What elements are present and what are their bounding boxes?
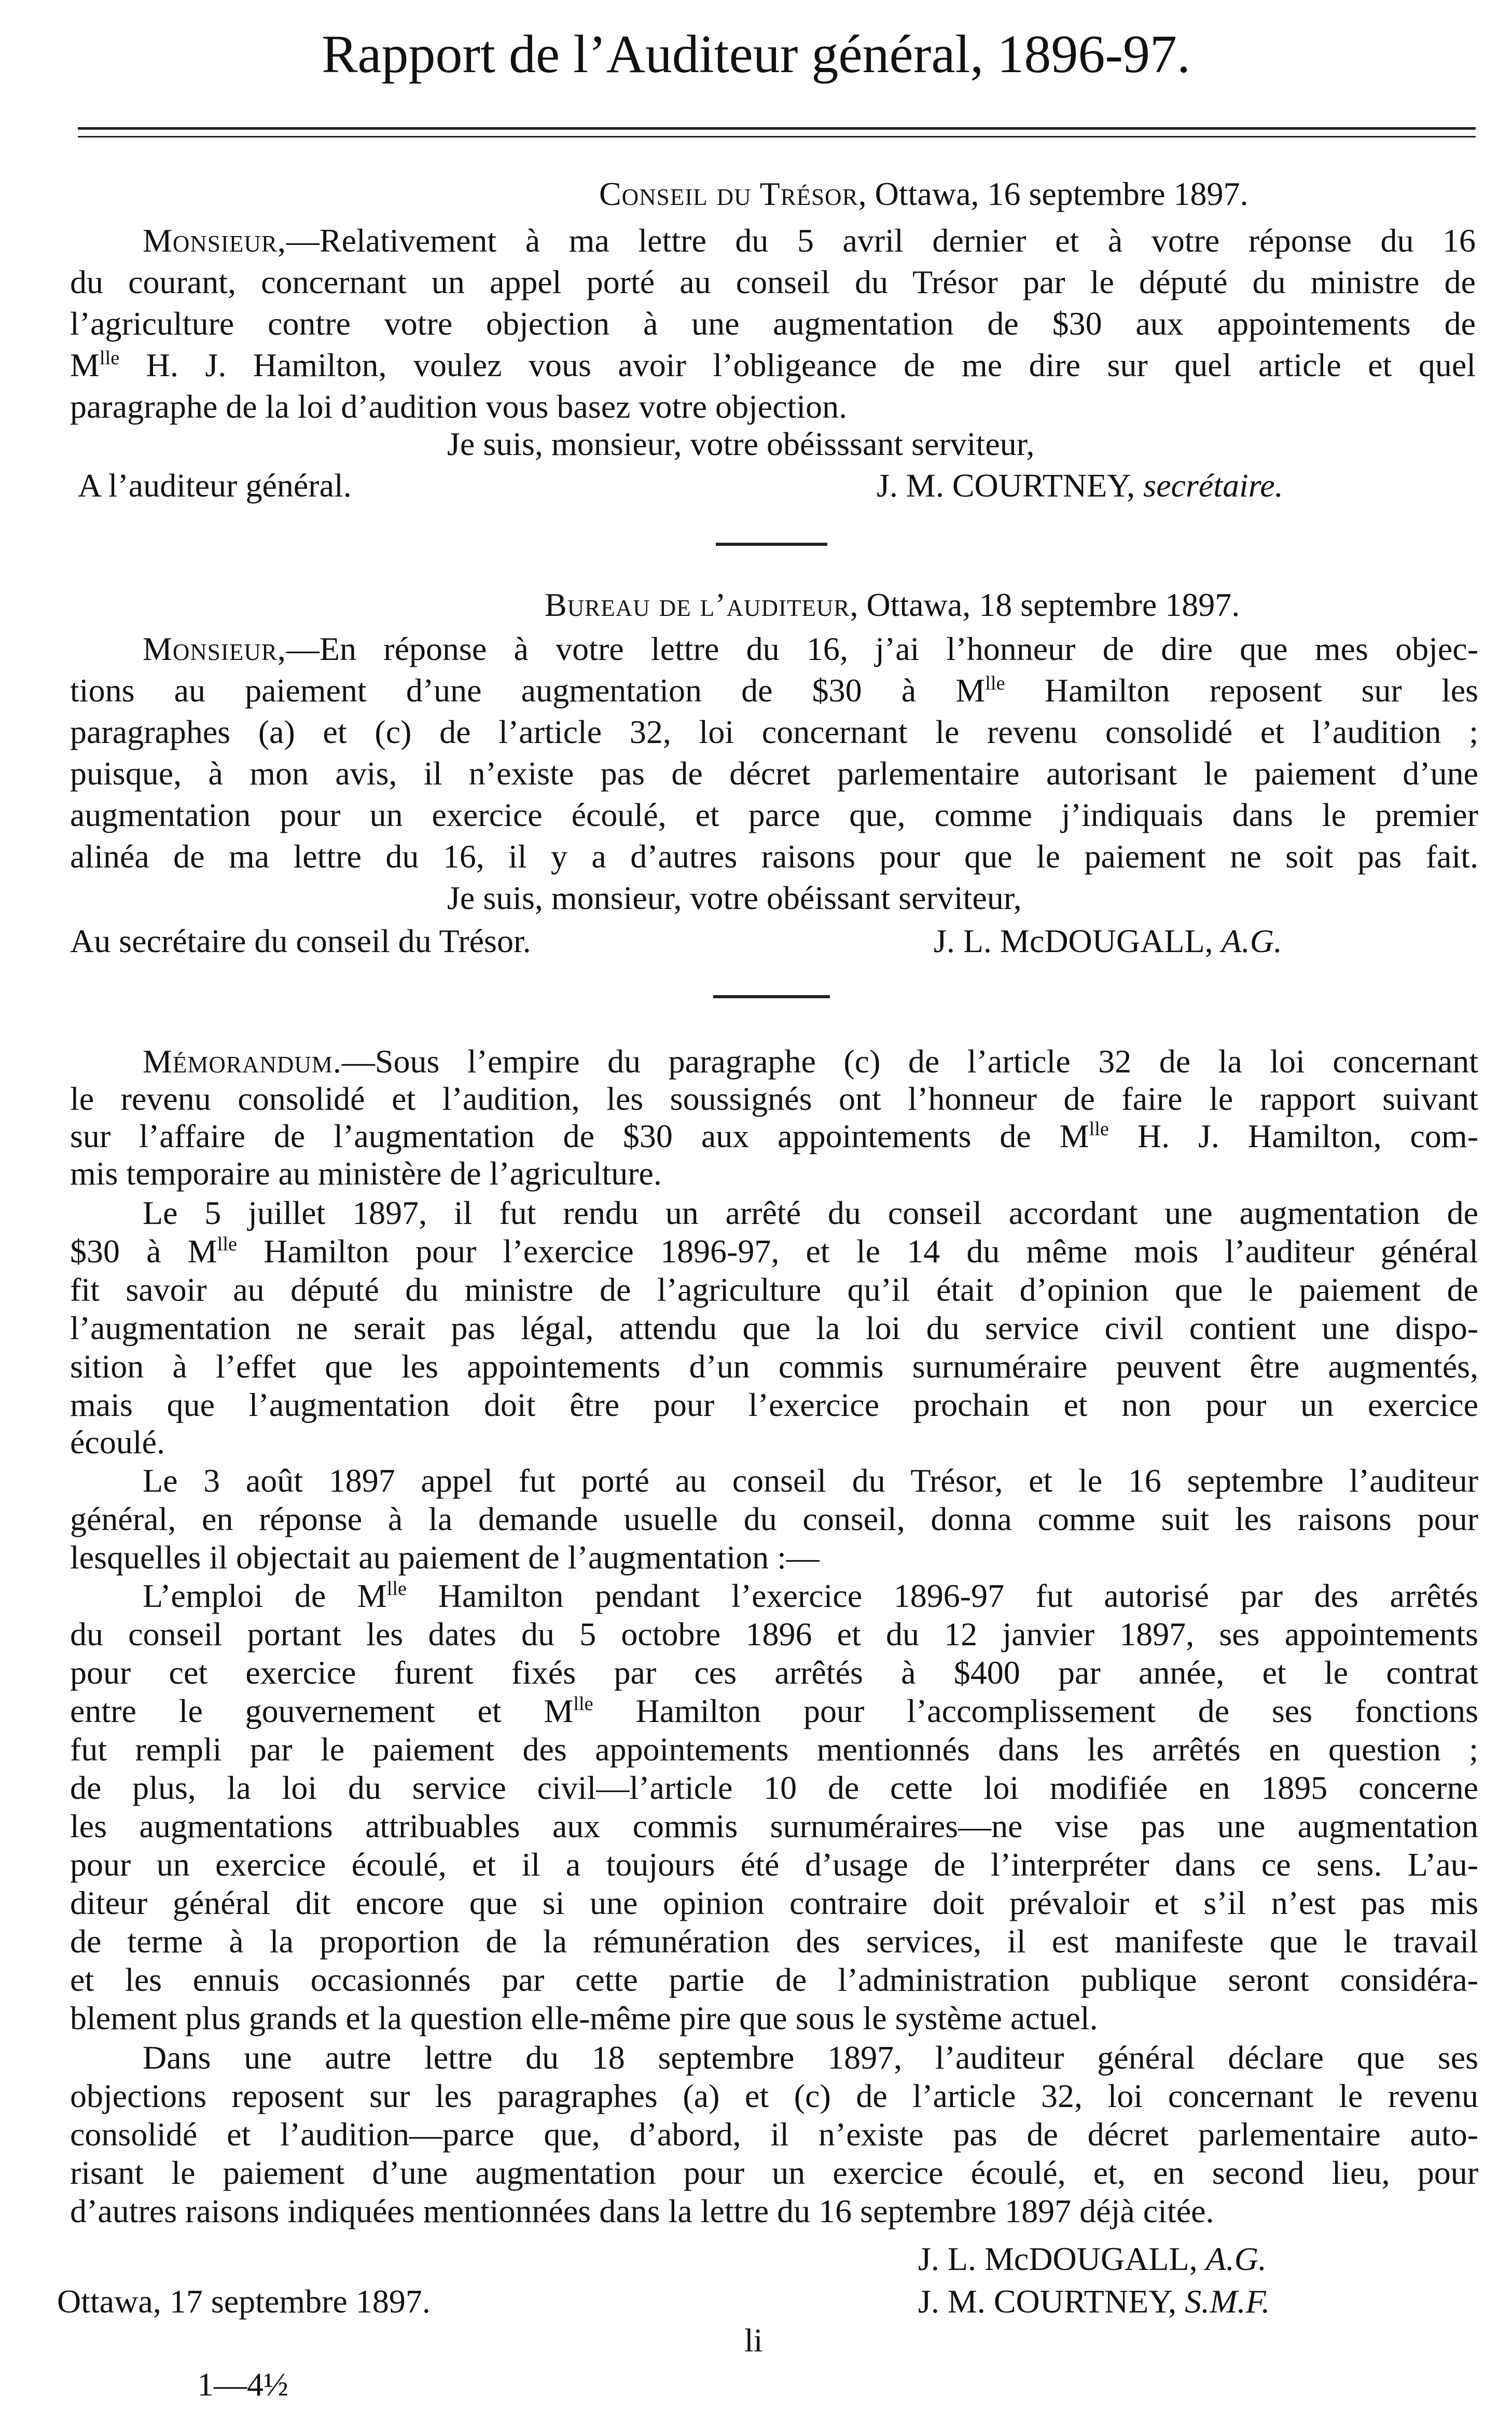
memo-p4-line-7: les augmentations attribuables aux commis surnuméraires—ne vise pas une augmentation [70,1808,1478,1844]
memo-line-2: le revenu consolidé et l’audition, les soussignés ont l’honneur de faire le rapport suivant [70,1080,1478,1117]
memo-p2-line-7: écoulé. [70,1424,165,1461]
memo-line-4: mis temporaire au ministère de l’agriculture. [70,1155,662,1192]
letter2-line-4: puisque, à mon avis, il n’existe pas de décret parlementaire autorisant le paiement d’une [70,755,1478,792]
letter1-place-date [599,175,1248,213]
memo-line-1 [143,1043,1478,1080]
memo-p4-line-4: entre le gouvernement et $M^{lle}$ Hamilton pour l’accomplissement de ses fonctions [70,1692,1479,1729]
memo-place-date: Ottawa, 17 septembre 1897. [57,2283,431,2320]
memo-p2-line-5: sition à l’effet que les appointements d’un commis surnuméraire peuvent être augmentés, [70,1348,1478,1385]
letter2-signature [934,923,1282,960]
letter1-signature-title: secrétaire. [1143,467,1283,504]
letter1-line-4-text: H. J. Hamilton, voulez vous avoir l’obligeance de me dire sur quel article et quel [146,347,1476,383]
letter1-line-1 [143,222,1476,259]
mlle-abbrev: $M^{lle}$ [70,347,120,383]
memo-p3-line-1: Le 3 août 1897 appel fut porté au conseil du Trésor, et le 16 septembre l’auditeur [143,1462,1478,1499]
mlle-abbrev: $M^{lle}$ [357,1577,407,1614]
letter1-salutation: Monsieur, [143,222,286,259]
memo-p2-line-2: $30 à $M^{lle}$ Hamilton pour l’exercice 1896-97, et le 14 du même mois l’auditeur général [70,1233,1478,1270]
memo-p2-line-3: fit savoir au député du ministre de l’agriculture qu’il était d’opinion que le paiement de [70,1271,1478,1308]
memo-p5-line-5: d’autres raisons indiquées mentionnées dans la lettre du 16 septembre 1897 déjà citée. [70,2193,1214,2229]
separator-rule-1 [716,543,827,546]
letter1-line-5: paragraphe de la loi d’audition vous basez votre objection. [70,388,848,425]
letter2-addressee: Au secrétaire du conseil du Trésor. [70,923,531,959]
letter1-place-prefix: Conseil du Trésor [599,175,858,212]
memo-line-1-text: —Sous l’empire du paragraphe (c) de l’article 32 de la loi concernant [341,1043,1478,1080]
memo-p5-line-2: objections reposent sur les paragraphes (a) et (c) de l’article 32, loi concernant le revenu [70,2077,1478,2114]
header-double-rule [78,127,1476,137]
memo-p5-line-3: consolidé et l’audition—parce que, d’abord, il n’existe pas de décret parlementaire auto- [70,2116,1478,2153]
memo-label: Mémorandum. [143,1043,342,1080]
letter2-signature-name: J. L. McDOUGALL, [934,923,1222,959]
letter1-line-3: l’agriculture contre votre objection à une augmentation de $30 aux appointements de [70,305,1476,342]
memo-p2-line-4: l’augmentation ne serait pas légal, attendu que la loi du service civil contient une dispo- [70,1310,1478,1346]
letter2-salutation: Monsieur, [143,630,286,667]
letter1-closing: Je suis, monsieur, votre obéisssant serviteur, [447,425,1035,462]
letter1-line-4 [70,347,1476,389]
letter1-addressee: A l’auditeur général. [78,467,352,504]
page-number: li [744,2322,763,2359]
letter2-line-1 [143,630,1478,668]
memo-p2-line-6: mais que l’augmentation doit être pour l’exercice prochain et non pour un exercice [70,1386,1478,1423]
memo-p4-line-8: pour un exercice écoulé, et il a toujours été d’usage de l’interpréter dans ce sens. L’au- [70,1846,1478,1883]
page-title: Rapport de l’Auditeur général, 1896-97. [321,24,1191,84]
letter1-signature [877,467,1283,504]
letter2-line-3: paragraphes (a) et (c) de l’article 32, loi concernant le revenu consolidé et l’audition ; [70,713,1478,750]
letter2-line-1-text: —En réponse à votre lettre du 16, j’ai l’honneur de dire que mes objec- [286,630,1478,667]
memo-p4-line-6: de plus, la loi du service civil—l’article 10 de cette loi modifiée en 1895 concerne [70,1769,1478,1806]
memo-p2-line-1: Le 5 juillet 1897, il fut rendu un arrêté du conseil accordant une augmentation de [143,1194,1478,1231]
letter2-signature-title: A.G. [1221,923,1282,959]
letter2-closing: Je suis, monsieur, votre obéissant serviteur, [447,879,1022,916]
memo-p4-line-10: de terme à la proportion de la rémunération des services, il est manifeste que le travail [70,1923,1478,1960]
memo-p5-line-4: risant le paiement d’une augmentation pour un exercice écoulé, et, en second lieu, pour [70,2154,1478,2191]
memo-p4-line-5: fut rempli par le paiement des appointements mentionnés dans les arrêtés en question ; [70,1731,1478,1768]
letter2-line-2b: Hamilton reposent sur les [1044,672,1479,709]
memo-line-3: sur l’affaire de l’augmentation de $30 aux appointements de $M^{lle}$ H. J. Hamilton, com- [70,1118,1479,1154]
memo-p3-line-3: lesquelles il objectait au paiement de l’augmentation :— [70,1539,820,1576]
memo-p4-line-1: L’emploi de $M^{lle}$ Hamilton pendant l’exercice 1896-97 fut autorisé par des arrêtés [143,1577,1479,1614]
letter2-line-6: alinéa de ma lettre du 16, il y a d’autres raisons pour que le paiement ne soit pas fait. [70,838,1478,875]
letter2-line-2a: tions au paiement d’une augmentation de $30 à [70,672,917,709]
memo-signature-1: J. L. McDOUGALL, A.G. [918,2240,1267,2277]
memo-p4-line-3: pour cet exercice furent fixés par ces arrêtés à $400 par année, et le contrat [70,1654,1478,1691]
memo-signature-2: J. M. COURTNEY, S.M.F. [918,2283,1270,2320]
memo-p4-line-12: blement plus grands et la question elle-même pire que sous le système actuel. [70,2000,1098,2036]
letter2-line-2 [70,672,1478,714]
letter2-place-rest: , Ottawa, 18 septembre 1897. [850,586,1240,623]
mlle-abbrev: $M^{lle}$ [187,1233,238,1270]
letter1-signature-name: J. M. COURTNEY, [877,467,1144,504]
mlle-abbrev: $M^{lle}$ [544,1692,593,1729]
letter1-place-rest: , Ottawa, 16 septembre 1897. [858,175,1249,212]
mlle-abbrev: $M^{lle}$ [955,672,1005,709]
letter2-place-prefix: Bureau de l’auditeur [545,586,850,623]
memo-p3-line-2: général, en réponse à la demande usuelle du conseil, donna comme suit les raisons pour [70,1500,1478,1537]
memo-p5-line-1: Dans une autre lettre du 18 septembre 1897, l’auditeur général déclare que ses [143,2039,1478,2076]
letter2-line-5: augmentation pour un exercice écoulé, et parce que, comme j’indiquais dans le premier [70,796,1478,833]
memo-p4-line-2: du conseil portant les dates du 5 octobre 1896 et du 12 janvier 1897, ses appointements [70,1616,1478,1653]
mlle-abbrev: $M^{lle}$ [1059,1118,1109,1154]
signature-mark: 1—4½ [197,2366,288,2403]
letter1-line-1-text: —Relativement à ma lettre du 5 avril dernier et à votre réponse du 16 [286,222,1476,259]
memo-p4-line-9: diteur général dit encore que si une opinion contraire doit prévaloir et s’il n’est pas mis [70,1884,1478,1921]
memo-p4-line-11: et les ennuis occasionnés par cette partie de l’administration publique seront considéra- [70,1961,1478,1998]
letter2-place-date [545,586,1240,624]
separator-rule-2 [713,995,830,998]
letter1-line-2: du courant, concernant un appel porté au conseil du Trésor par le député du ministre de [70,264,1476,300]
